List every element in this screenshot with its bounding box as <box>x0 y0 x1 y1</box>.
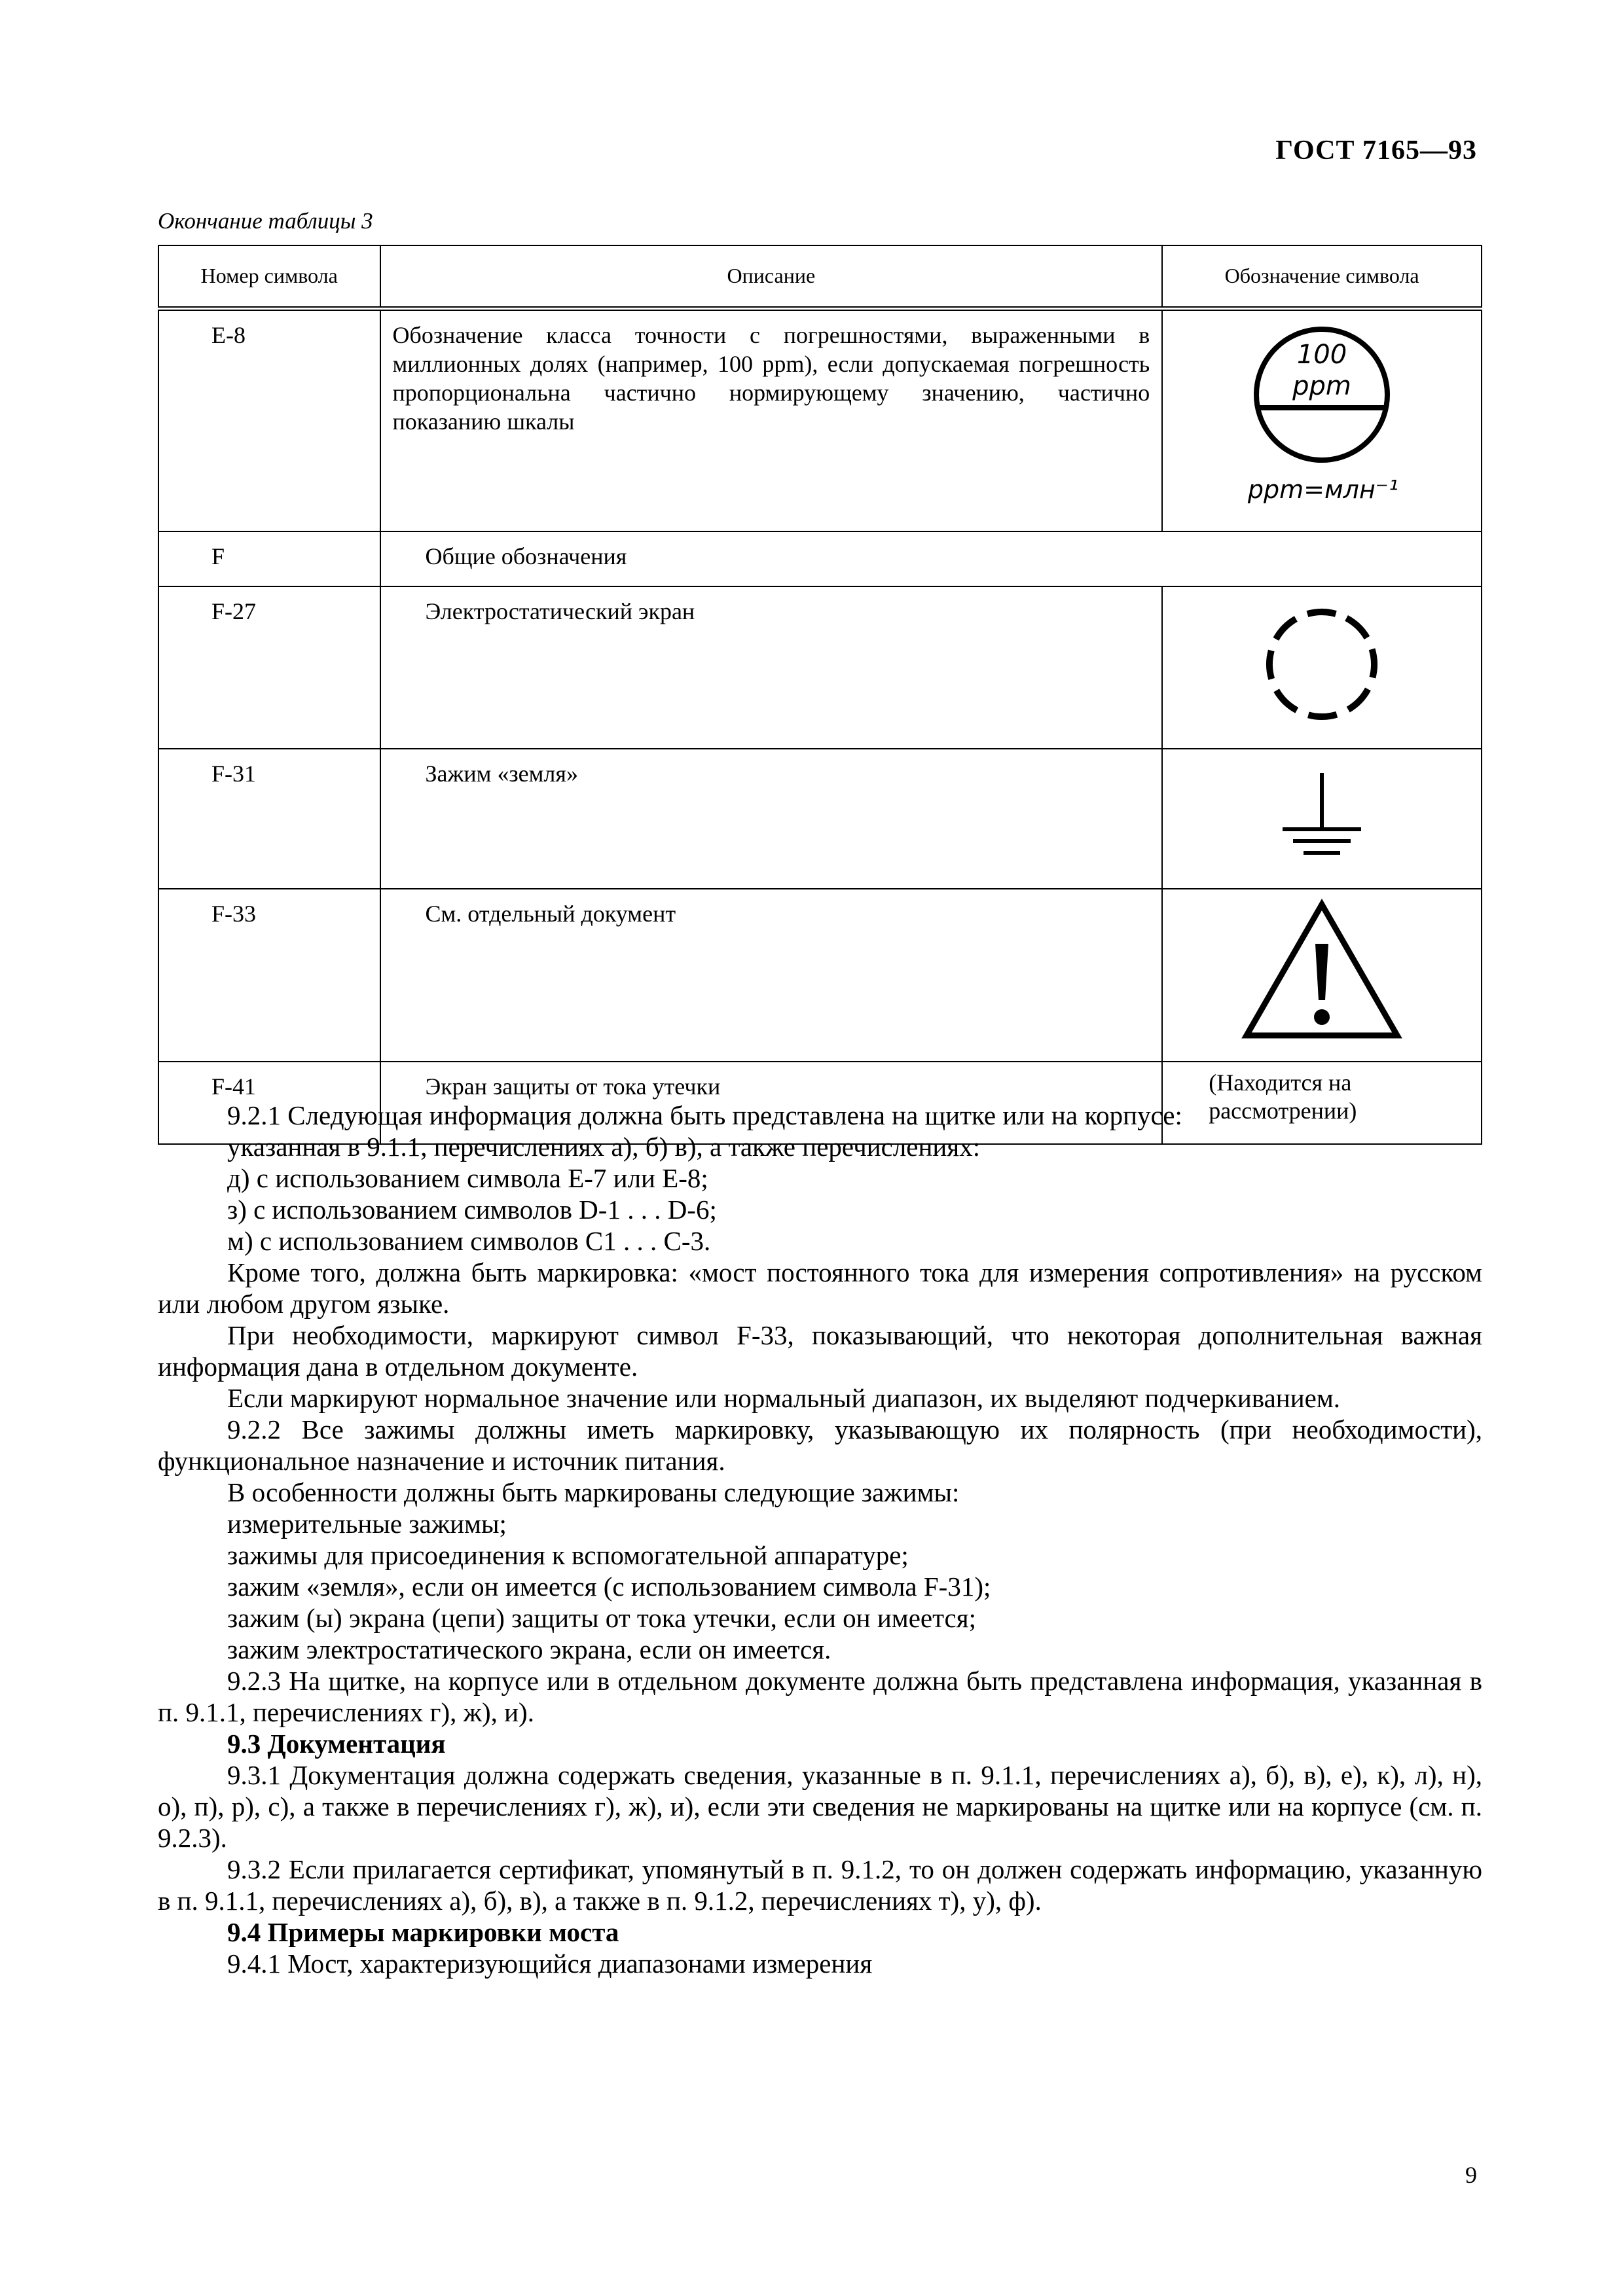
warning-triangle-icon <box>1237 897 1407 1047</box>
symbol-code: F-27 <box>158 586 380 749</box>
symbol-description: См. отдельный документ <box>380 889 1163 1062</box>
paragraph: 9.2.2 Все зажимы должны иметь маркировку, указывающую их полярность (при необходимости), функциональное назначение и источник питания. <box>158 1414 1482 1476</box>
column-header-symbol: Обозначение символа <box>1162 245 1482 309</box>
section-heading: 9.4 Примеры маркировки моста <box>227 1917 619 1947</box>
symbol-description: Зажим «земля» <box>380 749 1163 889</box>
paragraph: В особенности должны быть маркированы следующие зажимы: <box>227 1477 960 1507</box>
paragraph: 9.3.2 Если прилагается сертификат, упомянутый в п. 9.1.2, то он должен содержать информацию, указанную в п. 9.1.1, перечислениях а), б), в), а также в п. 9.1.2, перечислениях т), у), ф). <box>158 1854 1482 1916</box>
paragraph: 9.2.1 Следующая информация должна быть представлена на щитке или на корпусе: <box>227 1100 1182 1130</box>
list-item: д) с использованием символа Е-7 или Е-8; <box>227 1163 708 1193</box>
list-item: зажим электростатического экрана, если он имеется. <box>227 1634 831 1664</box>
paragraph: 9.3.1 Документация должна содержать сведения, указанные в п. 9.1.1, перечислениях а), б), в), е), к), л), н), о), п), р), с), а также в перечислениях г), ж), и), если эти сведения не маркированы на щитке или на корпусе (см. п. 9.2.3). <box>158 1760 1482 1853</box>
electrostatic-screen-icon <box>1250 592 1394 736</box>
paragraph: 9.2.3 На щитке, на корпусе или в отдельном документе должна быть представлена информация, указанная в п. 9.1.1, перечислениях г), ж), и). <box>158 1666 1482 1727</box>
symbol-note: ppm=млн⁻¹ <box>1247 475 1399 504</box>
symbol-description: Обозначение класса точности с погрешностями, выраженными в миллионных долях (например, 100 ppm), если допускаемая погрешность пропорциональна частично нормирующему значению, частично показанию шкалы <box>380 309 1163 532</box>
body-text <box>158 1100 1482 1979</box>
column-header-description: Описание <box>380 245 1163 309</box>
symbol-code: F <box>158 531 380 586</box>
symbol-note: (Находится на рассмотрении) <box>1162 1062 1482 1144</box>
symbol-description: Электростатический экран <box>380 586 1163 749</box>
table-row <box>158 889 1482 1062</box>
table-caption: Окончание таблицы 3 <box>158 208 373 234</box>
table-row <box>158 749 1482 889</box>
section-heading: 9.3 Документация <box>227 1729 446 1759</box>
list-item: зажимы для присоединения к вспомогательной аппаратуре; <box>227 1540 909 1570</box>
paragraph: При необходимости, маркируют символ F-33, показывающий, что некоторая дополнительная важная информация дана в отдельном документе. <box>158 1320 1482 1382</box>
paragraph: Кроме того, должна быть маркировка: «мост постоянного тока для измерения сопротивления» на русском или любом другом языке. <box>158 1257 1482 1319</box>
accuracy-class-ppm-icon <box>1237 323 1407 512</box>
table-row <box>158 531 1482 586</box>
table-row <box>158 586 1482 749</box>
list-item: зажим (ы) экрана (цепи) защиты от тока утечки, если он имеется; <box>227 1603 976 1633</box>
list-item: зажим «земля», если он имеется (с использованием символа F-31); <box>227 1571 991 1602</box>
paragraph: Если маркируют нормальное значение или нормальный диапазон, их выделяют подчеркиванием. <box>227 1383 1341 1413</box>
table-row <box>158 309 1482 532</box>
symbol-description: Экран защиты от тока утечки <box>380 1062 1163 1144</box>
symbol-code: E-8 <box>158 309 380 532</box>
document-header: ГОСТ 7165—93 <box>1275 135 1477 166</box>
symbol-cell <box>1162 749 1482 889</box>
ground-terminal-icon <box>1269 766 1374 865</box>
symbol-text-bottom: ppm <box>1292 370 1351 401</box>
symbol-code: F-41 <box>158 1062 380 1144</box>
column-header-code: Номер символа <box>158 245 380 309</box>
section-title: Общие обозначения <box>380 531 1482 586</box>
page-number: 9 <box>1465 2162 1477 2188</box>
symbol-code: F-31 <box>158 749 380 889</box>
symbol-cell <box>1162 889 1482 1062</box>
paragraph: указанная в 9.1.1, перечислениях а), б) в), а также перечислениях: <box>227 1132 981 1162</box>
symbol-cell <box>1162 309 1482 532</box>
list-item: измерительные зажимы; <box>227 1509 507 1539</box>
paragraph: 9.4.1 Мост, характеризующийся диапазонами измерения <box>227 1948 873 1979</box>
list-item: м) с использованием символов С1 . . . С-3. <box>227 1226 711 1256</box>
symbol-code: F-33 <box>158 889 380 1062</box>
symbols-table <box>158 245 1482 1145</box>
table-header-row <box>158 245 1482 309</box>
symbol-cell <box>1162 586 1482 749</box>
list-item: з) с использованием символов D-1 . . . D-6; <box>227 1194 717 1225</box>
symbol-text-top: 100 <box>1296 339 1347 370</box>
